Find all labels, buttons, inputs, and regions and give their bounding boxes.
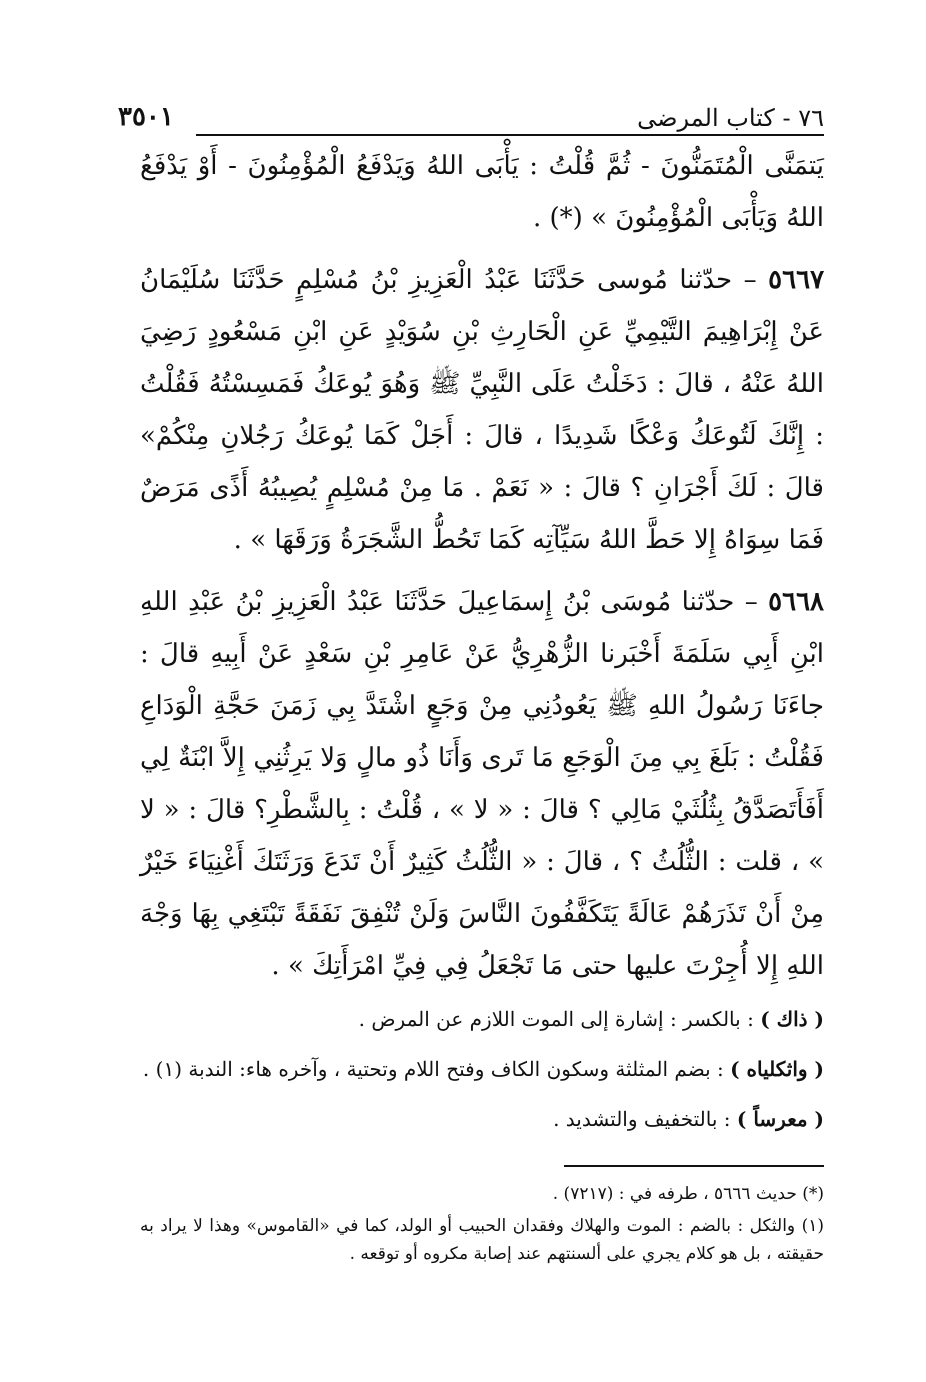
glossary-definition: : بالتخفيف والتشديد .: [553, 1107, 737, 1131]
hadith-text: حدّثنا مُوسى حَدَّثَنَا عَبْدُ الْعَزِيزِ بْنُ مُسْلِمٍ حَدَّثَنَا سُلَيْمَانُ عَنْ إِبْرَاهِيمَ التَّيْمِيِّ عَنِ الْحَارِثِ بْنِ سُوَيْدٍ عَنِ ابْنِ مَسْعُودٍ رَضِيَ اللهُ عَنْهُ ، قالَ : دَخَلْتُ عَلَى النَّبِيِّ ﷺ وَهُوَ يُوعَكُ فَمَسِسْتُهُ فَقُلْتُ : إِنَّكَ لَتُوعَكُ وَعْكًا شَدِيدًا ، قالَ : أَجَلْ كَمَا يُوعَكُ رَجُلانِ مِنْكُمْ» قالَ : لَكَ أَجْرَانِ ؟ قالَ : « نَعَمْ . مَا مِنْ مُسْلِمٍ يُصِيبُهُ أَذًى مَرَضٌ فَمَا سِوَاهُ إِلا حَطَّ اللهُ سَيِّآتِه كَمَا تَحُطُّ الشَّجَرَةُ وَرَقَهَا » .: [140, 265, 824, 555]
hadith-continuation: [140, 140, 824, 244]
main-text: [140, 140, 824, 1152]
glossary-entry: [140, 1002, 824, 1036]
footnote: (*) حديث ٥٦٦٦ ، طرفه في : (٧٢١٧) .: [552, 1184, 824, 1204]
chapter-title: ٧٦ - كتاب المرضى: [637, 104, 824, 132]
glossary-term: ( معرساً ): [736, 1107, 824, 1131]
footnote-divider: [564, 1165, 824, 1167]
glossary-term: ( ذاك ): [760, 1007, 824, 1031]
hadith-text: حدّثنا مُوسَى بْنُ إِسمَاعِيلَ حَدَّثَنَا عَبْدُ الْعَزِيزِ بْنُ عَبْدِ اللهِ ابْنِ أَبِي سَلَمَةَ أَخْبَرنا الزُّهْرِيُّ عَنْ عَامِرِ بْنِ سَعْدٍ عَنْ أَبِيهِ قالَ : جاءَنَا رَسُولُ اللهِ ﷺ يَعُودُنِي مِنْ وَجَعٍ اشْتَدَّ بِي زَمَنَ حَجَّةِ الْوَدَاعِ فَقُلْتُ : بَلَغَ بِي مِنَ الْوَجَعِ مَا تَرى وَأَنَا ذُو مالٍ وَلا يَرِثُنِي إِلاَّ ابْنَةٌ لِي أَفَأَتَصَدَّقُ بِثُلُثَيْ مَالِي ؟ قالَ : « لا » ، قُلْتُ : بِالشَّطْرِ؟ قالَ : « لا » ، قلت : الثُّلُثُ ؟ ، قالَ : « الثُّلُثُ كَثِيرٌ أَنْ تَدَعَ وَرَثَتَكَ أَغْنِيَاءَ خَيْرٌ مِنْ أَنْ تَذَرَهُمْ عَالَةً يَتَكَفَّفُونَ النَّاسَ وَلَنْ تُنْفِقَ نَفَقَةً تَبْتَغِي بِهَا وَجْهَ اللهِ إِلا أُجِرْتَ عليها حتى مَا تَجْعَلُ فِي فِيِّ امْرَأَتِكَ » .: [140, 587, 824, 981]
footnote: (١) والثكل : بالضم : الموت والهلاك وفقدان الحبيب أو الولد، كما في «القاموس» وهذا لا يراد به حقيقته ، بل هو كلام يجري على ألسنتهم عند إصابة مكروه أو توقعه .: [140, 1216, 824, 1264]
page-number: ٣٥٠١: [118, 102, 174, 132]
header-divider: [196, 134, 824, 136]
glossary-entry: [140, 1102, 824, 1136]
glossary-entry: [140, 1052, 824, 1086]
footnotes: [140, 1180, 824, 1272]
hadith-number: ٥٦٦٨: [768, 587, 825, 617]
hadith-text: يَتمَنَّى الْمُتَمَنُّونَ - ثُمَّ قُلْتُ : يَأْبَى اللهُ وَيَدْفَعُ الْمُؤْمِنُونَ - أَوْ يَدْفَعُ اللهُ وَيَأْبَى الْمُؤْمِنُونَ » (*) .: [140, 151, 824, 233]
hadith-dash: –: [732, 265, 757, 295]
hadith-5668: [140, 576, 824, 992]
glossary: [140, 1002, 824, 1136]
hadith-dash: –: [734, 587, 758, 617]
hadith-5667: [140, 254, 824, 566]
glossary-definition: : بالكسر : إشارة إلى الموت اللازم عن المرض .: [358, 1007, 761, 1031]
glossary-definition: : بضم المثلثة وسكون الكاف وفتح اللام وتحتية ، وآخره هاء: الندبة (١) .: [142, 1057, 731, 1081]
page-header: [118, 92, 824, 132]
glossary-term: ( واثكلياه ): [730, 1057, 824, 1081]
hadith-number: ٥٦٦٧: [768, 265, 825, 295]
